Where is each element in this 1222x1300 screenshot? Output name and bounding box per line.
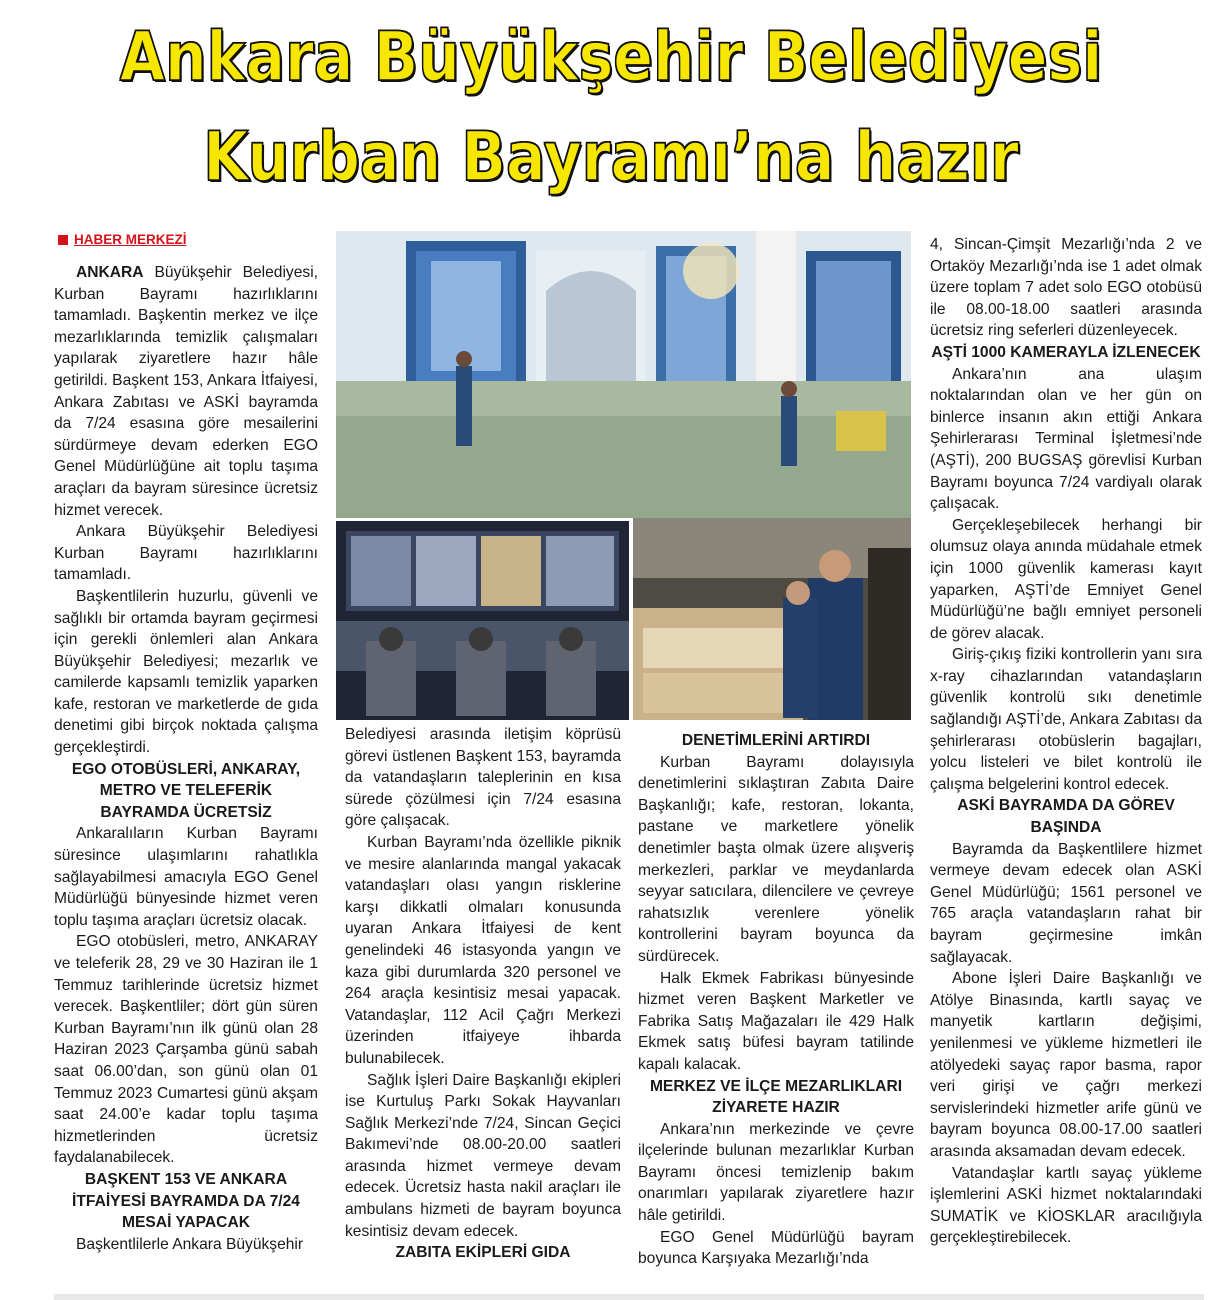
article-paragraph: Ankara Büyükşehir Belediyesi Kurban Bayramı hazırlıklarını tamamladı. bbox=[54, 523, 318, 584]
article-column-4 bbox=[930, 234, 1202, 1249]
article-paragraph: Halk Ekmek Fabrikası bünyesinde hizmet veren Başkent Marketler ve Fabrika Satış Mağazaları ile 429 Halk Ekmek satış büfesi bayram tatilinde kapalı kalacak. bbox=[638, 969, 914, 1073]
paragraph-text: Büyükşehir Belediyesi, Kurban Bayramı hazırlıklarını tamamladı. Başkentin merkez ve ilçe mezarlıklarında temizlik çalışmaları yapılarak ziyaretlere hazır hâle getirildi. Başkent 153, Ankara İtfaiyesi, Ankara Zabıtası ve ASKİ bayramda da 7/24 esasına göre mesailerini sürdürmeye devam ederken EGO Genel Müdürlüğüne ait toplu taşıma araçları da bayram süresince ücretsiz hizmet verecek. bbox=[54, 264, 318, 519]
article-paragraph: Gerçekleşebilecek herhangi bir olumsuz olaya anında müdahale etmek için 1000 güvenlik kamerası kayıt yaparken, AŞTİ’de Emniyet Genel Müdürlüğü’ne bağlı emniyet personeli de görev alacak. bbox=[930, 516, 1202, 642]
section-heading: BAŞKENT 153 VE ANKARA İTFAİYESİ BAYRAMDA DA 7/24 MESAİ YAPACAK bbox=[72, 1170, 300, 1232]
section-heading: ZABITA EKİPLERİ GIDA bbox=[395, 1244, 571, 1262]
article-column-1 bbox=[54, 262, 318, 1255]
section-heading: ASKİ BAYRAMDA DA GÖREV BAŞINDA bbox=[957, 797, 1175, 837]
article-paragraph: Sağlık İşleri Daire Başkanlığı ekipleri ise Kurtuluş Parkı Sokak Hayvanları Sağlık Merkezi’nde 7/24, Sincan Geçici Bakımevi’nde 08.00-20.00 saatleri arasında hizmet vermeye devam edecek. Ücretsiz hasta nakil araçları ile ambulans hizmeti de bayram boyunca kesintisiz devam edecek. bbox=[345, 1071, 621, 1240]
article-paragraph: Başkentlilerin huzurlu, güvenli ve sağlıklı bir ortamda bayram geçirmesi için gerekli önlemleri alan Ankara Büyükşehir Belediyesi; mezarlık ve camilerde kapsamlı temizlik yaparken kafe, restoran ve marketlerde de gıda denetimi gibi birçok noktada çalışma gerçekleştirdi. bbox=[54, 587, 318, 757]
article-paragraph: Ankaralıların Kurban Bayramı süresince ulaşımlarını rahatlıkla sağlayabilmesi amacıyla EGO Genel Müdürlüğü bünyesinde hizmet veren toplu taşıma araçları ücretsiz olacak. bbox=[54, 825, 318, 929]
section-heading: DENETİMLERİNİ ARTIRDI bbox=[681, 732, 871, 749]
market-inspection-photo bbox=[633, 518, 911, 720]
byline-square-icon bbox=[58, 235, 68, 245]
page-bottom-rule bbox=[54, 1294, 1204, 1300]
article-paragraph: EGO Genel Müdürlüğü bayram boyunca Karşıyaka Mezarlığı’nda bbox=[638, 1228, 914, 1268]
article-paragraph: Başkentlilerle Ankara Büyükşehir bbox=[76, 1235, 304, 1253]
byline bbox=[58, 232, 187, 247]
article-paragraph: Ankara’nın ana ulaşım noktalarından olan ve her gün on binlerce insanın akın ettiği Ankara Şehirlerarası Terminal İşletmesi’nde (AŞTİ), 200 BUGSAŞ görevlisi Kurban Bayramı boyunca 7/24 vardiyalı olarak çalışacak. bbox=[930, 365, 1202, 513]
headline-line-1: Ankara Büyükşehir Belediyesi bbox=[119, 18, 1103, 97]
article-column-2 bbox=[345, 724, 621, 1264]
article-paragraph: Ankara’nın merkezinde ve çevre ilçelerinde bulunan mezarlıklar Kurban Bayramı öncesi temizlenip bakım onarımları yapılarak ziyaretlere hazır hâle getirildi. bbox=[638, 1120, 914, 1225]
section-heading: EGO OTOBÜSLERİ, ANKARAY, METRO VE TELEFERİK BAYRAMDA ÜCRETSİZ bbox=[71, 760, 301, 821]
control-center-photo bbox=[336, 521, 629, 720]
article-paragraph: Bayramda da Başkentlilere hizmet vermeye devam edecek olan ASKİ Genel Müdürlüğü; 1561 personel ve 765 araçla vatandaşların rahat bir bayram geçirmesine imkân sağlayacak. bbox=[930, 840, 1202, 966]
mosque-cleaning-photo bbox=[336, 231, 911, 518]
article-paragraph: Giriş-çıkış fiziki kontrollerin yanı sıra x-ray cihazlarından vatandaşların güvenlik kontrolü sıkı denetimle sağlandığı AŞTİ’de, Ankara Zabıtası da şehirlerarası otobüslerin bagajları, yolcu listeleri ve bilet kontrolü ile çalışma belgelerini kontrol edecek. bbox=[930, 646, 1202, 793]
byline-text: HABER MERKEZİ bbox=[74, 232, 187, 247]
article-paragraph bbox=[54, 262, 318, 521]
section-heading: AŞTİ 1000 KAMERAYLA İZLENECEK bbox=[931, 343, 1201, 361]
headline-line-2: Kurban Bayramı’na hazır bbox=[203, 118, 1019, 197]
article-column-3 bbox=[638, 730, 914, 1270]
article-paragraph: Belediyesi arasında iletişim köprüsü görevi üstlenen Başkent 153, bayramda da vatandaşların taleplerinin en kısa sürede çözülmesi için 7/24 esasına göre çalışacak. bbox=[345, 726, 621, 830]
headline bbox=[0, 8, 1222, 208]
paragraph-lead: ANKARA bbox=[76, 264, 144, 281]
article-paragraph: EGO otobüsleri, metro, ANKARAY ve teleferik 28, 29 ve 30 Haziran ile 1 Temmuz tarihlerinde ücretsiz hizmet verecek. Başkentliler; dört gün süren Kurban Bayramı’nın ilk günü olan 28 Haziran 2023 Çarşamba günü sabah saat 06.00’dan, son günü olan 01 Temmuz 2023 Cumartesi günü akşam saat 24.00’e kadar toplu taşıma hizmetlerinden ücretsiz faydalanabilecek. bbox=[54, 933, 318, 1167]
section-heading: MERKEZ VE İLÇE MEZARLIKLARI ZİYARETE HAZIR bbox=[649, 1077, 903, 1117]
article-paragraph: Abone İşleri Daire Başkanlığı ve Atölye Binasında, kartlı sayaç ve manyetik kartların değişimi, yenilenmesi ve yükleme hizmetleri ile atölyedeki sayaç rapor basma, rapor veri girişi ve çağrı merkezi servislerindeki hizmetler arife günü ve bayram boyunca 08.00-17.00 saatleri arasında aksamadan devam edecek. bbox=[930, 970, 1202, 1160]
article-paragraph: Kurban Bayramı’nda özellikle piknik ve mesire alanlarında mangal yakacak vatandaşları olası yangın risklerine karşı dikkatli olmaları konusunda uyaran Ankara İtfaiyesi de kent genelindeki 46 istasyonda yangın ve kaza gibi durumlarda 320 personel ve 264 araçla kesintisiz mesai yapacak. Vatandaşlar, 112 Acil Çağrı Merkezi üzerinden itfaiyeye ihbarda bulunabilecek. bbox=[345, 833, 621, 1067]
article-paragraph: 4, Sincan-Çimşit Mezarlığı’nda 2 ve Ortaköy Mezarlığı’nda ise 1 adet olmak üzere toplam 7 adet solo EGO otobüsü ile 08.00-18.00 saatleri arasında ücretsiz ring seferleri düzenleyecek. bbox=[930, 236, 1202, 340]
article-paragraph: Kurban Bayramı dolayısıyla denetimlerini sıklaştıran Zabıta Daire Başkanlığı; kafe, restoran, lokanta, pastane ve marketlere yönelik denetimler başta olmak üzere alışveriş merkezleri, parklar ve meydanlarda seyyar satıcılara, dilencilere ve çevreye rahatsızlık verenlere yönelik kontrollerini bayram boyunca da sürdürecek. bbox=[638, 753, 914, 965]
article-paragraph: Vatandaşlar kartlı sayaç yükleme işlemlerini ASKİ hizmet noktalarındaki SUMATİK ve KİOSKLAR aracılığıyla gerçekleştirebilecek. bbox=[930, 1164, 1202, 1247]
